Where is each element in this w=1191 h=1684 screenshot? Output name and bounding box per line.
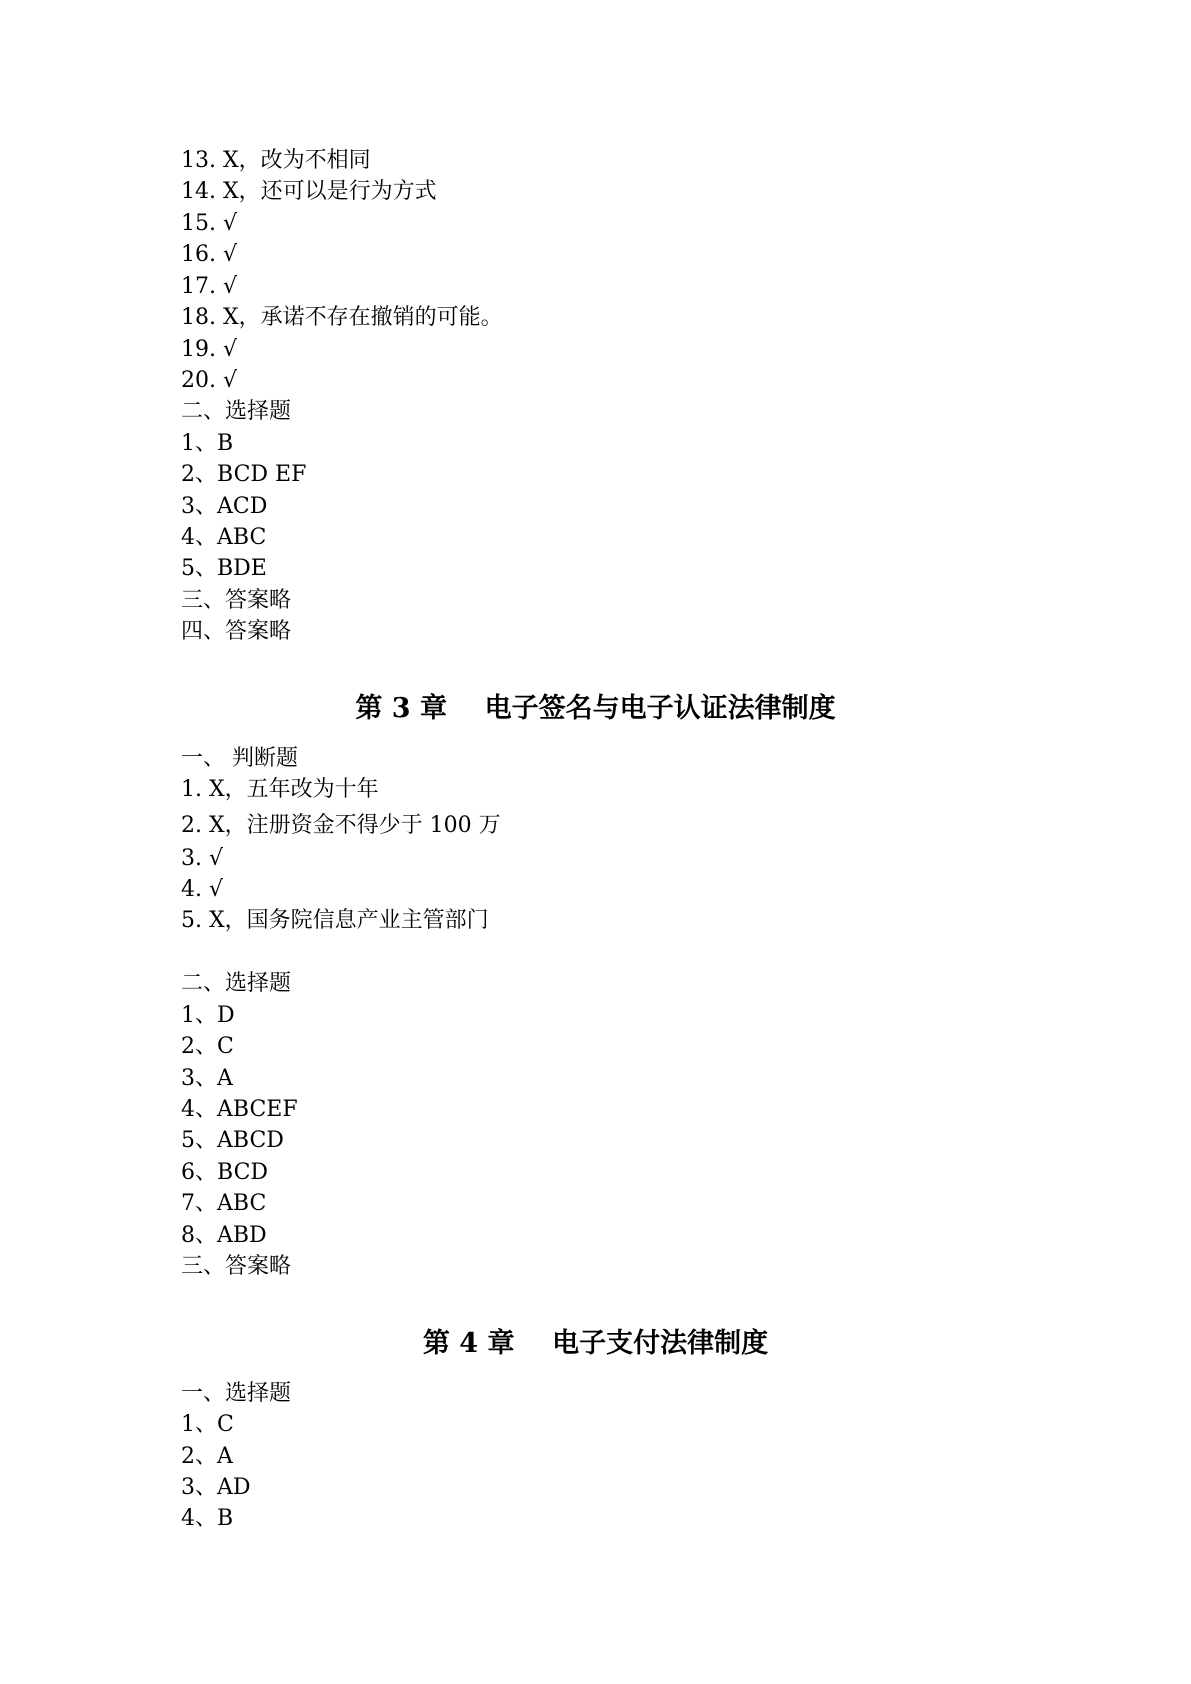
answer-line: 1. X，五年改为十年 xyxy=(181,777,379,802)
answer-line: 4、ABCEF xyxy=(181,1097,298,1122)
answer-line: 18. X，承诺不存在撤销的可能。 xyxy=(181,305,503,330)
answer-line: 5、BDE xyxy=(181,556,267,581)
answer-line: 2、C xyxy=(181,1034,234,1059)
section-title: 三、答案略 xyxy=(181,588,292,613)
section-title: 一、选择题 xyxy=(181,1381,292,1406)
answer-line: 4、ABC xyxy=(181,525,267,550)
answer-line: 8、ABD xyxy=(181,1223,267,1248)
answer-line: 16. √ xyxy=(181,242,237,267)
answer-line: 1、B xyxy=(181,431,234,456)
section-title: 四、答案略 xyxy=(181,619,292,644)
answer-line: 15. √ xyxy=(181,211,237,236)
section-title: 二、选择题 xyxy=(181,971,292,996)
answer-line: 17. √ xyxy=(181,274,237,299)
answer-line: 7、ABC xyxy=(181,1191,267,1216)
answer-line: 4. √ xyxy=(181,877,224,902)
answer-line: 3、ACD xyxy=(181,494,268,519)
answer-line: 4、B xyxy=(181,1506,234,1531)
answer-line: 14. X，还可以是行为方式 xyxy=(181,179,437,204)
answer-line: 6、BCD xyxy=(181,1160,269,1185)
answer-line: 5、ABCD xyxy=(181,1128,284,1153)
chapter-heading: 第 4 章 电子支付法律制度 xyxy=(422,1328,769,1359)
answer-line: 2、BCD EF xyxy=(181,462,307,487)
section-title: 三、答案略 xyxy=(181,1254,292,1279)
answer-line: 2、A xyxy=(181,1444,233,1469)
answer-line: 19. √ xyxy=(181,337,237,362)
answer-line: 5. X，国务院信息产业主管部门 xyxy=(181,908,489,933)
answer-line: 3、A xyxy=(181,1066,233,1091)
chapter-heading: 第 3 章 电子签名与电子认证法律制度 xyxy=(355,693,836,724)
answer-line: 1、D xyxy=(181,1003,235,1028)
answer-line: 1、C xyxy=(181,1412,234,1437)
answer-line: 2. X，注册资金不得少于 100 万 xyxy=(181,813,501,838)
section-title: 一、 判断题 xyxy=(181,746,298,771)
section-title: 二、选择题 xyxy=(181,399,292,424)
answer-line: 20. √ xyxy=(181,368,237,393)
answer-line: 3. √ xyxy=(181,846,224,871)
answer-line: 13. X，改为不相同 xyxy=(181,148,371,173)
answer-line: 3、AD xyxy=(181,1475,251,1500)
